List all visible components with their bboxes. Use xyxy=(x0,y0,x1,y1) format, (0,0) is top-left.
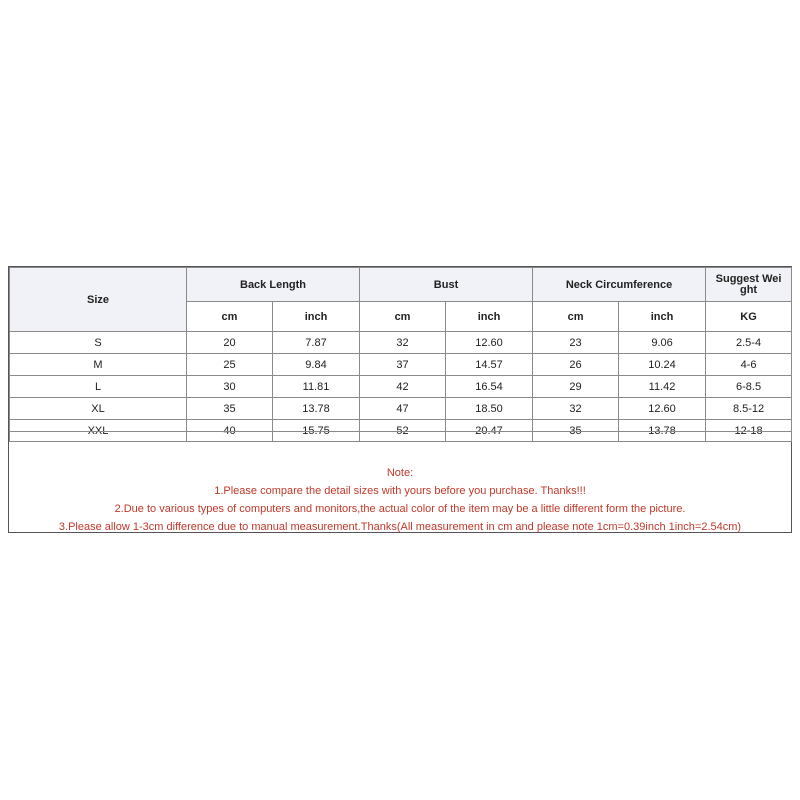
table-row xyxy=(10,398,792,420)
table-header-row xyxy=(10,268,792,302)
note-line: 1.Please compare the detail sizes with yours before you purchase. Thanks!!! xyxy=(214,485,586,497)
suggest-weight-header-line1: Suggest Wei xyxy=(715,272,782,285)
back-inch-cell: 9.84 xyxy=(273,354,360,376)
bust-cm-cell: 37 xyxy=(360,354,446,376)
bust-inch-cell: 14.57 xyxy=(446,354,533,376)
bust-cm-cell: 52 xyxy=(360,420,446,442)
neck-cm-cell: 26 xyxy=(533,354,619,376)
weight-cell: 6-8.5 xyxy=(706,376,792,398)
bust-inch-cell: 12.60 xyxy=(446,332,533,354)
unit-header: inch xyxy=(446,302,533,332)
table-row xyxy=(10,354,792,376)
bust-inch-cell: 20.47 xyxy=(446,420,533,442)
neck-inch-cell: 13.78 xyxy=(619,420,706,442)
weight-cell: 2.5-4 xyxy=(706,332,792,354)
suggest-weight-header xyxy=(706,268,792,302)
neck-inch-cell: 12.60 xyxy=(619,398,706,420)
table-row xyxy=(10,376,792,398)
bust-cm-cell: 42 xyxy=(360,376,446,398)
back-cm-cell: 30 xyxy=(187,376,273,398)
size-chart xyxy=(8,266,792,533)
back-inch-cell: 15.75 xyxy=(273,420,360,442)
unit-header: cm xyxy=(187,302,273,332)
bust-cm-cell: 47 xyxy=(360,398,446,420)
unit-header: inch xyxy=(273,302,360,332)
bust-header: Bust xyxy=(360,268,533,302)
back-cm-cell: 35 xyxy=(187,398,273,420)
size-cell: S xyxy=(10,332,187,354)
size-table xyxy=(9,267,792,442)
weight-cell: 8.5-12 xyxy=(706,398,792,420)
notes-section xyxy=(9,431,791,532)
size-cell: XL xyxy=(10,398,187,420)
table-row xyxy=(10,332,792,354)
weight-cell: 4-6 xyxy=(706,354,792,376)
size-cell: M xyxy=(10,354,187,376)
back-cm-cell: 20 xyxy=(187,332,273,354)
note-title: Note: xyxy=(386,467,414,479)
back-length-header: Back Length xyxy=(187,268,360,302)
note-line: 2.Due to various types of computers and monitors,the actual color of the item may be a little different form the picture. xyxy=(114,503,686,515)
unit-header: KG xyxy=(706,302,792,332)
bust-inch-cell: 18.50 xyxy=(446,398,533,420)
unit-header: inch xyxy=(619,302,706,332)
neck-cm-cell: 23 xyxy=(533,332,619,354)
back-cm-cell: 25 xyxy=(187,354,273,376)
neck-cm-cell: 35 xyxy=(533,420,619,442)
neck-inch-cell: 9.06 xyxy=(619,332,706,354)
size-cell: XXL xyxy=(10,420,187,442)
bust-cm-cell: 32 xyxy=(360,332,446,354)
back-inch-cell: 11.81 xyxy=(273,376,360,398)
back-inch-cell: 13.78 xyxy=(273,398,360,420)
weight-cell: 12-18 xyxy=(706,420,792,442)
neck-circumference-header: Neck Circumference xyxy=(533,268,706,302)
unit-header: cm xyxy=(533,302,619,332)
neck-inch-cell: 11.42 xyxy=(619,376,706,398)
neck-cm-cell: 32 xyxy=(533,398,619,420)
neck-inch-cell: 10.24 xyxy=(619,354,706,376)
back-cm-cell: 40 xyxy=(187,420,273,442)
note-line: 3.Please allow 1-3cm difference due to manual measurement.Thanks(All measurement in cm and please note 1cm=0.39inch 1inch=2.54cm) xyxy=(58,521,742,533)
size-header: Size xyxy=(10,268,187,332)
unit-header: cm xyxy=(360,302,446,332)
neck-cm-cell: 29 xyxy=(533,376,619,398)
size-cell: L xyxy=(10,376,187,398)
back-inch-cell: 7.87 xyxy=(273,332,360,354)
suggest-weight-header-line2: ght xyxy=(739,283,758,296)
bust-inch-cell: 16.54 xyxy=(446,376,533,398)
